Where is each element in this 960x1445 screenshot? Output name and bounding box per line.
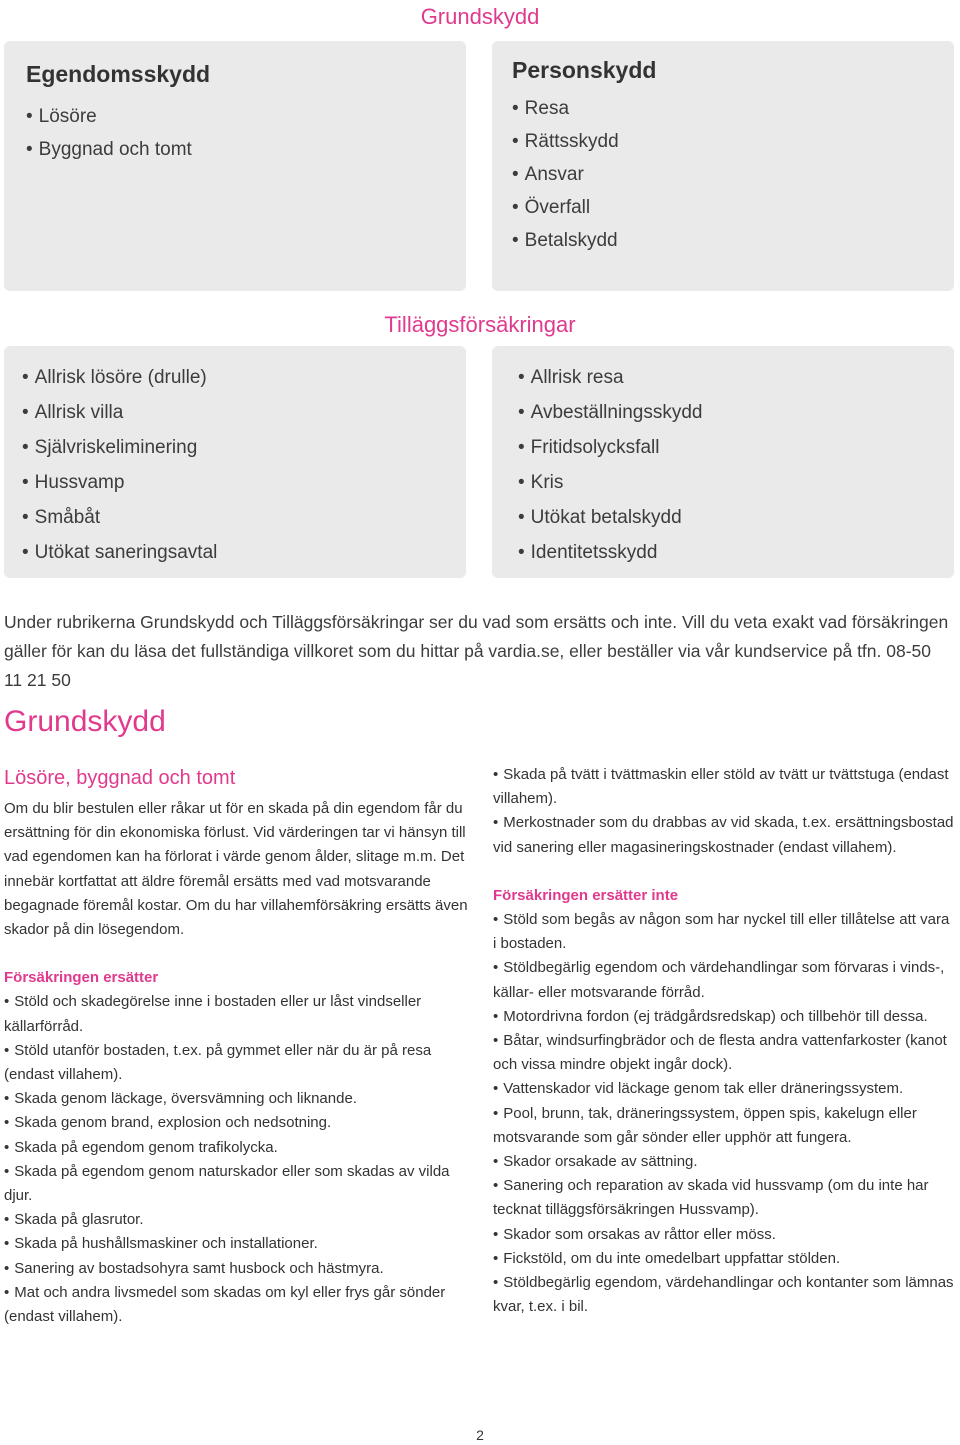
list-item: • Mat och andra livsmedel som skadas om kyl eller frys går sönder (endast villahem).: [4, 1281, 472, 1329]
list-item: • Avbeställningsskydd: [518, 395, 954, 430]
right-column: [493, 763, 955, 1319]
list-item: • Skador orsakade av sättning.: [493, 1150, 955, 1174]
list-item: • Skada på egendom genom trafikolycka.: [4, 1136, 472, 1160]
not-covers-heading: Försäkringen ersätter inte: [493, 886, 679, 904]
personskydd-box: [492, 41, 954, 291]
list-item: • Skada på glasrutor.: [4, 1208, 472, 1232]
egendomsskydd-box: [4, 41, 466, 291]
covers-heading: Försäkringen ersätter: [4, 969, 159, 987]
egendomsskydd-title: Egendomsskydd: [26, 61, 211, 87]
description-paragraph: Om du blir bestulen eller råkar ut för en skada på din egendom får du ersättning för din ekonomiska förlust. Vid värderingen tar vi hänsyn till vad egendomen kan ha förlorat i värde genom ålder, slitage m.m. Det innebär kortfattat att äldre föremål ersätts med vad motsvarande begagnade föremål kostar. Om du har villahemförsäkring ersätts även skador på din lösegendom.: [4, 800, 468, 939]
list-item: • Skada på tvätt i tvättmaskin eller stöld av tvätt ur tvättstuga (endast villahem).: [493, 763, 955, 811]
list-item: • Motordrivna fordon (ej trädgårdsredskap) och tillbehör till dessa.: [493, 1005, 955, 1029]
list-item: • Självriskeliminering: [22, 430, 466, 465]
list-item: • Vattenskador vid läckage genom tak eller dräneringssystem.: [493, 1077, 955, 1101]
tillagg-right-list: [518, 360, 954, 570]
section-title: Grundskydd: [4, 705, 166, 738]
personskydd-list: [512, 92, 954, 257]
tillagg-title: Tilläggsförsäkringar: [384, 312, 576, 337]
list-item: • Allrisk villa: [22, 395, 466, 430]
list-item: • Merkostnader som du drabbas av vid skada, t.ex. ersättningsbostad vid sanering eller magasineringskostnader (endast villahem).: [493, 811, 955, 859]
list-item: • Betalskydd: [512, 224, 954, 257]
list-item: • Stöldbegärlig egendom, värdehandlingar och kontanter som lämnas kvar, t.ex. i bil.: [493, 1271, 955, 1319]
list-item: • Skador som orsakas av råttor eller möss.: [493, 1223, 955, 1247]
tillagg-left-list: [22, 360, 466, 570]
list-item: • Skada på hushållsmaskiner och installationer.: [4, 1232, 472, 1256]
list-item: • Lösöre: [26, 100, 466, 133]
tillagg-right-box: [492, 346, 954, 578]
not-covers-list: [493, 908, 955, 1319]
covers-list: [4, 990, 472, 1329]
list-item: • Överfall: [512, 191, 954, 224]
list-item: • Stöld som begås av någon som har nyckel till eller tillåtelse att vara i bostaden.: [493, 908, 955, 956]
list-item: • Sanering av bostadsohyra samt husbock och hästmyra.: [4, 1257, 472, 1281]
list-item: • Sanering och reparation av skada vid hussvamp (om du inte har tecknat tilläggsförsäkringen Hussvamp).: [493, 1174, 955, 1222]
top-title: Grundskydd: [420, 4, 540, 29]
list-item: • Stöld utanför bostaden, t.ex. på gymmet eller när du är på resa (endast villahem).: [4, 1039, 472, 1087]
left-column: [4, 763, 472, 1329]
list-item: • Byggnad och tomt: [26, 133, 466, 166]
list-item: • Hussvamp: [22, 465, 466, 500]
list-item: • Allrisk resa: [518, 360, 954, 395]
list-item: • Stöldbegärlig egendom och värdehandlingar som förvaras i vinds-, källar- eller motsvarande förråd.: [493, 956, 955, 1004]
list-item: • Fritidsolycksfall: [518, 430, 954, 465]
list-item: • Skada genom brand, explosion och nedsotning.: [4, 1111, 472, 1135]
intro-paragraph: Under rubrikerna Grundskydd och Tilläggsförsäkringar ser du vad som ersätts och inte. Vill du veta exakt vad försäkringen gäller för kan du läsa det fullständiga villkoret som du hittar på vardia.se, eller beställer via vår kundservice på tfn. 08-50 11 21 50: [4, 612, 949, 690]
list-item: • Rättsskydd: [512, 125, 954, 158]
egendomsskydd-list: [26, 100, 466, 166]
list-item: • Skada på egendom genom naturskador eller som skadas av vilda djur.: [4, 1160, 472, 1208]
list-item: • Utökat betalskydd: [518, 500, 954, 535]
list-item: • Utökat saneringsavtal: [22, 535, 466, 570]
list-item: • Fickstöld, om du inte omedelbart uppfattar stölden.: [493, 1247, 955, 1271]
tillagg-left-box: [4, 346, 466, 578]
covers-list-continued: [493, 763, 955, 860]
list-item: • Båtar, windsurfingbrädor och de flesta andra vattenfarkoster (kanot och vissa mindre objekt ingår dock).: [493, 1029, 955, 1077]
list-item: • Småbåt: [22, 500, 466, 535]
personskydd-title: Personskydd: [512, 57, 657, 83]
subsection-title: Lösöre, byggnad och tomt: [4, 767, 236, 789]
list-item: • Pool, brunn, tak, dräneringssystem, öppen spis, kakelugn eller motsvarande som går sönder eller upphör att fungera.: [493, 1102, 955, 1150]
list-item: • Resa: [512, 92, 954, 125]
page-number: 2: [476, 1427, 484, 1443]
list-item: • Identitetsskydd: [518, 535, 954, 570]
list-item: • Stöld och skadegörelse inne i bostaden eller ur låst vindseller källarförråd.: [4, 990, 472, 1038]
list-item: • Allrisk lösöre (drulle): [22, 360, 466, 395]
list-item: • Kris: [518, 465, 954, 500]
list-item: • Skada genom läckage, översvämning och liknande.: [4, 1087, 472, 1111]
list-item: • Ansvar: [512, 158, 954, 191]
